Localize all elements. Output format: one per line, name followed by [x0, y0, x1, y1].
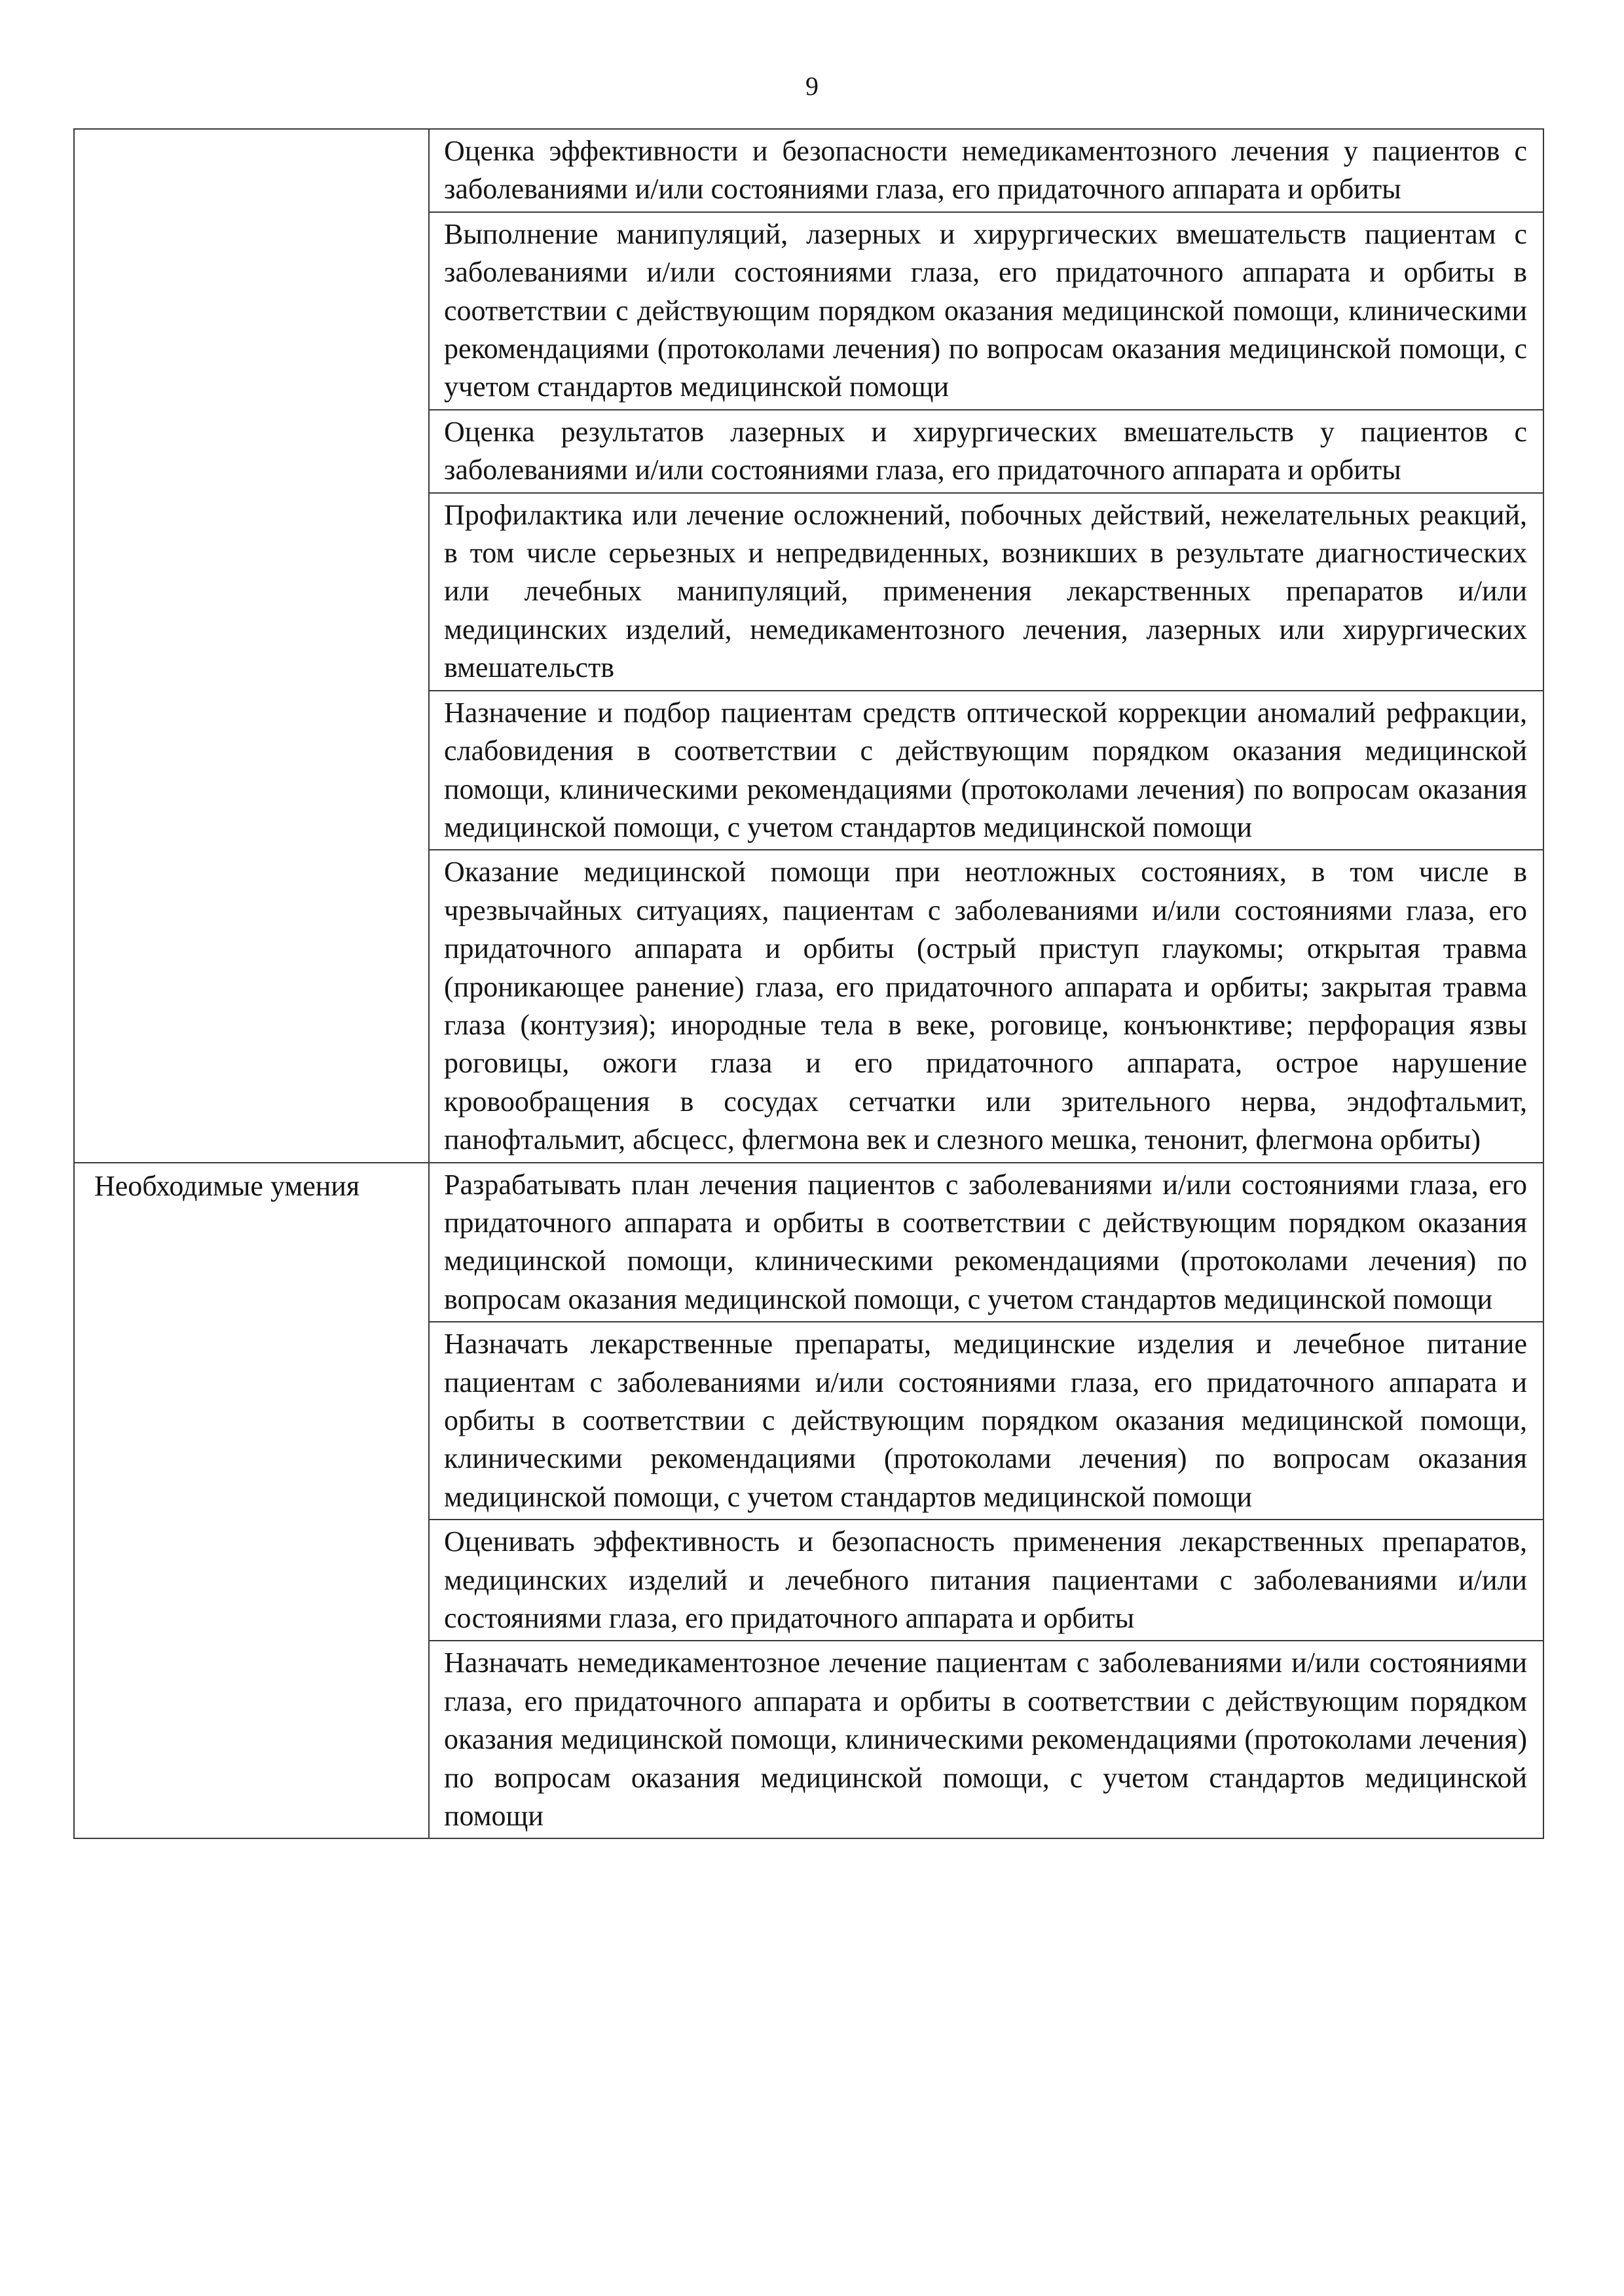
list-item: Оценивать эффективность и безопасность применения лекарственных препаратов, медицинских изделий и лечебного питания пациентами с заболеваниями и/или состояниями глаза, его придаточного аппарата и орбиты	[430, 1520, 1543, 1641]
row-label-skills: Необходимые умения	[74, 1163, 429, 1839]
table-row-continued	[74, 129, 1543, 1163]
list-item: Оценка результатов лазерных и хирургических вмешательств у пациентов с заболеваниями и/или состояниями глаза, его придаточного аппарата и орбиты	[430, 410, 1543, 494]
list-item: Назначать немедикаментозное лечение пациентам с заболеваниями и/или состояниями глаза, его придаточного аппарата и орбиты в соответствии с действующим порядком оказания медицинской помощи, клиническими рекомендациями (протоколами лечения) по вопросам оказания медицинской помощи, с учетом стандартов медицинской помощи	[444, 1647, 1527, 1832]
row-content-continued	[429, 129, 1543, 1163]
list-item: Разрабатывать план лечения пациентов с заболеваниями и/или состояниями глаза, его придаточного аппарата и орбиты в соответствии с действующим порядком оказания медицинской помощи, клиническими рекомендациями (протоколами лечения) по вопросам оказания медицинской помощи, с учетом стандартов медицинской помощи	[430, 1163, 1543, 1323]
table-row-skills	[74, 1163, 1543, 1839]
list-item: Профилактика или лечение осложнений, побочных действий, нежелательных реакций, в том числе серьезных и непредвиденных, возникших в результате диагностических или лечебных манипуляций, применения лекарственных препаратов и/или медицинских изделий, немедикаментозного лечения, лазерных или хирургических вмешательств	[430, 494, 1543, 691]
list-item: Назначать лекарственные препараты, медицинские изделия и лечебное питание пациентам с заболеваниями и/или состояниями глаза, его придаточного аппарата и орбиты в соответствии с действующим порядком оказания медицинской помощи, клиническими рекомендациями (протоколами лечения) по вопросам оказания медицинской помощи, с учетом стандартов медицинской помощи	[430, 1322, 1543, 1520]
page-number: 9	[805, 71, 819, 101]
requirements-table	[73, 128, 1544, 1839]
list-item: Выполнение манипуляций, лазерных и хирургических вмешательств пациентам с заболеваниями и/или состояниями глаза, его придаточного аппарата и орбиты в соответствии с действующим порядком оказания медицинской помощи, клиническими рекомендациями (протоколами лечения) по вопросам оказания медицинской помощи, с учетом стандартов медицинской помощи	[430, 213, 1543, 410]
list-item: Назначение и подбор пациентам средств оптической коррекции аномалий рефракции, слабовидения в соответствии с действующим порядком оказания медицинской помощи, клиническими рекомендациями (протоколами лечения) по вопросам оказания медицинской помощи, с учетом стандартов медицинской помощи	[430, 691, 1543, 851]
list-item: Оценка эффективности и безопасности немедикаментозного лечения у пациентов с заболеваниями и/или состояниями глаза, его придаточного аппарата и орбиты	[430, 130, 1543, 213]
row-content-skills	[429, 1163, 1543, 1839]
list-item: Оказание медицинской помощи при неотложных состояниях, в том числе в чрезвычайных ситуациях, пациентам с заболеваниями и/или состояниями глаза, его придаточного аппарата и орбиты (острый приступ глаукомы; открытая травма (проникающее ранение) глаза, его придаточного аппарата и орбиты; закрытая травма глаза (контузия); инородные тела в веке, роговице, конъюнктиве; перфорация язвы роговицы, ожоги глаза и его придаточного аппарата, острое нарушение кровообращения в сосудах сетчатки или зрительного нерва, эндофтальмит, панофтальмит, абсцесс, флегмона век и слезного мешка, тенонит, флегмона орбиты)	[444, 856, 1527, 1156]
row-label-continued	[74, 129, 429, 1163]
